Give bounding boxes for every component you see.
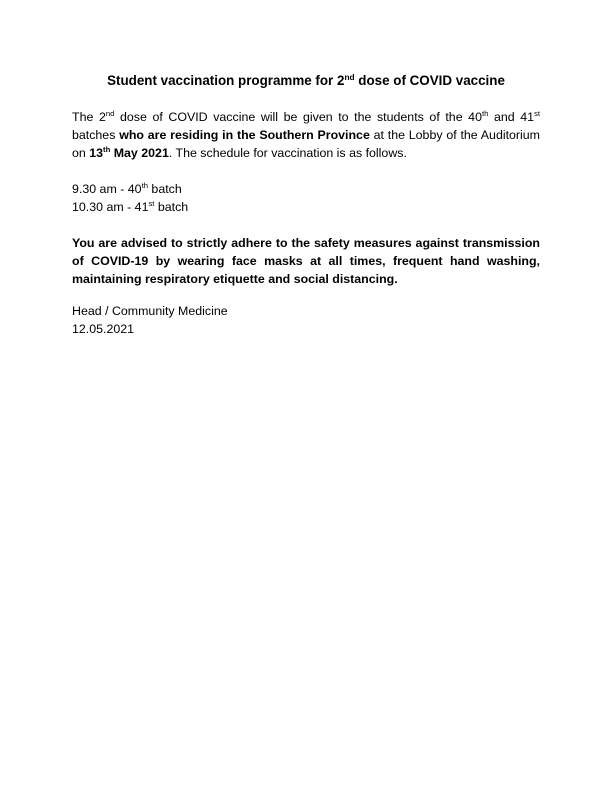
schedule-list xyxy=(72,180,540,216)
signoff xyxy=(72,302,540,338)
signoff-date: 12.05.2021 xyxy=(72,322,135,336)
signoff-role: Head / Community Medicine xyxy=(72,304,228,318)
schedule-item: 9.30 am - 40th batch xyxy=(72,181,182,196)
document-body xyxy=(72,72,540,338)
residence-emphasis: who are residing in the Southern Province xyxy=(119,128,370,142)
schedule-item: 10.30 am - 41st batch xyxy=(72,199,189,214)
document-title: Student vaccination programme for 2nd dose of COVID vaccine xyxy=(107,71,505,88)
date-emphasis: 13th May 2021 xyxy=(89,145,169,160)
safety-advice: You are advised to strictly adhere to the safety measures against transmission of COVID-19 by wearing face masks at all times, frequent hand washing, maintaining respiratory etiquette and social distancing. xyxy=(72,236,540,286)
intro-paragraph: The 2nd dose of COVID vaccine will be given to the students of the 40th and 41st batches who are residing in the Southern Province at the Lobby of the Auditorium on 13th May 2021. The schedule for vaccination is as follows. xyxy=(72,109,541,160)
